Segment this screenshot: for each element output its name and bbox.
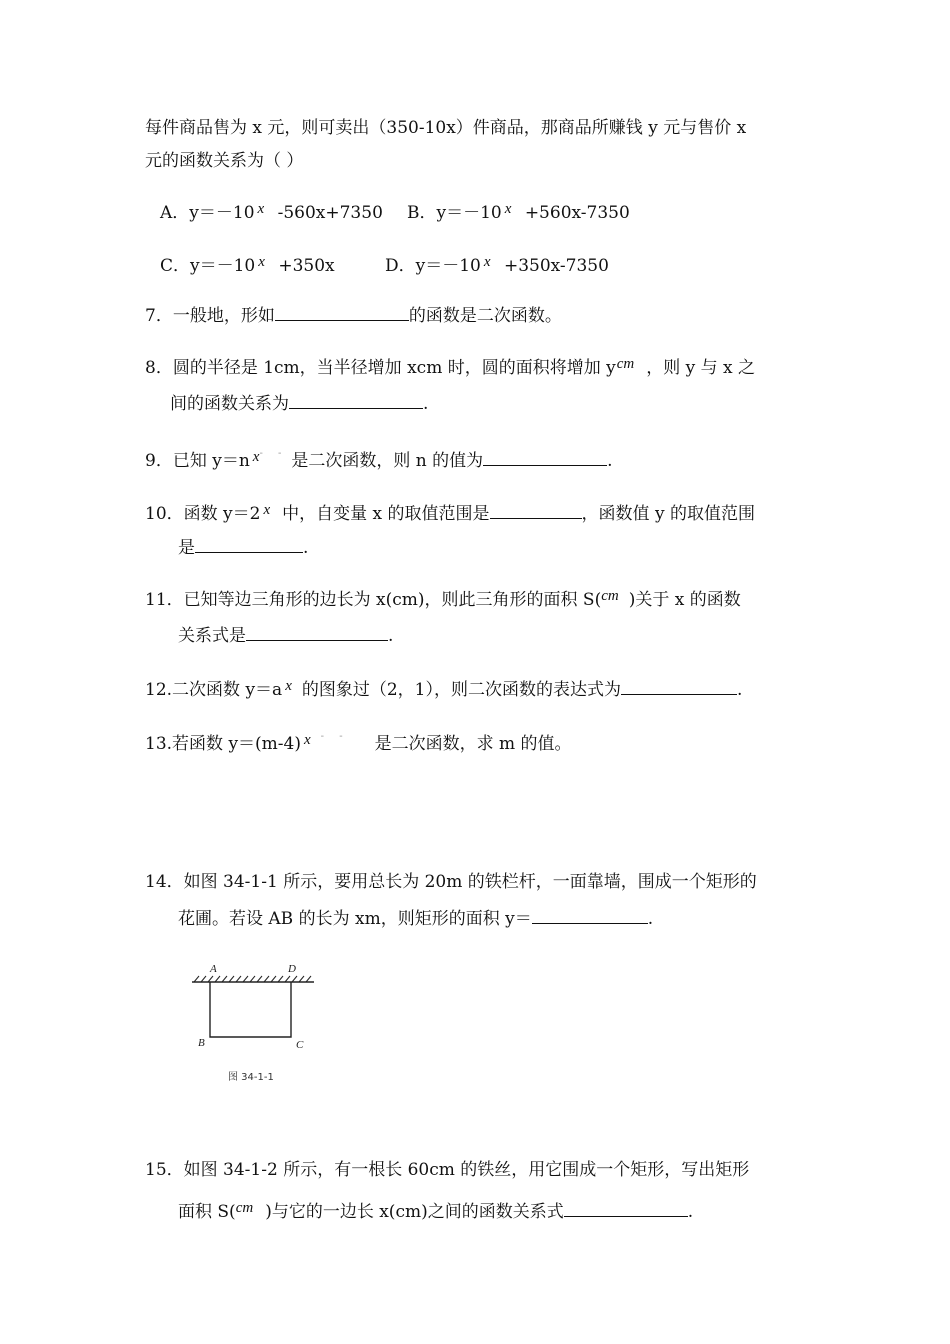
figure-34-1-1 [190,958,330,1088]
q10-line1 [145,500,755,527]
q6-option-a [160,201,383,226]
q8-period: . [423,394,429,414]
figure-34-1-1-diagram [190,958,330,1088]
figure-label-c: C [296,1039,304,1051]
q7 [145,302,562,328]
q6-option-a-suffix: -560x+7350 [277,203,383,223]
q10-period: . [303,538,309,558]
q6-option-d-var: x [483,254,491,270]
q15-answer-blank[interactable] [564,1198,688,1217]
q6-option-a-prefix: A．y＝－10 [160,203,255,223]
q13-text-after: 是二次函数，求 m 的值。 [374,734,572,754]
q12 [145,676,742,703]
q10-line2 [178,534,308,560]
q12-answer-blank[interactable] [621,676,737,695]
q8-text-before: 8．圆的半径是 1cm，当半径增加 xcm 时，圆的面积将增加 y [145,358,616,378]
figure-caption: 图 34-1-1 [228,1072,274,1083]
q6-option-b-suffix: +560x-7350 [524,203,630,223]
q10-domain-blank[interactable] [490,500,582,519]
figure-label-b: B [198,1037,205,1049]
q7-text-before: 7．一般地，形如 [145,306,275,326]
q9 [145,447,613,476]
q15-text-before: 面积 S( [178,1202,236,1222]
q15-period: . [687,1202,694,1222]
q12-text-before: 12.二次函数 y＝a [145,680,283,700]
q10-text-before: 10．函数 y＝2 [145,504,261,524]
q14-line2-text: 花圃。若设 AB 的长为 xm，则矩形的面积 y＝ [178,909,532,929]
figure-rectangle [210,982,291,1037]
q12-var: x [285,678,292,694]
q10-text-after: ，函数值 y 的取值范围 [581,504,755,524]
q8-line2 [170,390,428,416]
q6-option-c-suffix: +350x [278,256,335,276]
q6-option-d-suffix: +350x-7350 [503,256,609,276]
q11-answer-blank[interactable] [246,622,388,641]
q8-line2-text: 间的函数关系为 [170,394,289,414]
q14-line2 [178,905,653,931]
q14-answer-blank[interactable] [532,905,648,924]
figure-wall-hatching [194,976,311,982]
q6-line1: 每件商品售为 x 元，则可卖出（350-10x）件商品，那商品所赚钱 y 元与售价 x [145,118,747,138]
q11-text-after: )关于 x 的函数 [628,590,741,610]
q8-line1 [145,356,755,381]
q11-line2-text: 关系式是 [178,626,246,646]
q14-period: . [647,909,654,929]
q6-option-b-var: x [504,201,512,217]
q12-period: . [737,680,743,700]
q13-var: x [304,732,311,748]
q6-line2: 元的函数关系为（ ） [145,151,304,171]
q15-line2 [178,1198,693,1225]
figure-label-a: A [210,963,217,975]
q6-option-c-prefix: C．y＝－10 [160,256,256,276]
q6-option-d [385,254,609,279]
figure-label-d: D [288,963,296,975]
q9-answer-blank[interactable] [483,447,607,466]
q10-line2-text: 是 [178,538,195,558]
q6-option-c [160,254,335,279]
q6-option-b [407,201,630,226]
q7-text-after: 的函数是二次函数。 [408,306,562,326]
q8-unit: cm [616,356,635,372]
q6-option-c-var: x [258,254,265,270]
q11-unit: cm [601,588,619,604]
q8-answer-blank[interactable] [289,390,423,409]
q9-period: . [607,451,613,471]
q11-line2 [178,622,393,648]
q13 [145,732,572,759]
q13-faint-exponent: ‐ ‐ [320,731,349,742]
q9-text-before: 9．已知 y＝n [145,451,250,471]
q9-var: x [252,449,260,465]
q15-unit: cm [235,1200,254,1216]
q8-text-after: ，则 y 与 x 之 [646,358,756,378]
q10-range-blank[interactable] [195,534,303,553]
q10-text-middle: 中，自变量 x 的取值范围是 [282,504,490,524]
q11-line1 [145,588,741,613]
q12-text-middle: 的图象过（2，1），则二次函数的表达式为 [301,680,621,700]
q9-faint-exponent: ‐ ‐ [259,448,288,459]
q15-line1: 15．如图 34-1-2 所示，有一根长 60cm 的铁丝，用它围成一个矩形，写出矩形 [145,1160,750,1180]
q6-option-a-var: x [257,201,265,217]
q10-var: x [263,502,271,518]
q13-text-before: 13.若函数 y＝(m-4) [145,734,301,754]
q9-text-middle: 是二次函数，则 n 的值为 [291,451,484,471]
q14-line1: 14．如图 34-1-1 所示，要用总长为 20m 的铁栏杆，一面靠墙，围成一个矩形的 [145,872,757,892]
q6-option-b-prefix: B．y＝－10 [407,203,502,223]
q7-answer-blank[interactable] [275,302,409,321]
q11-period: . [388,626,394,646]
q6-option-d-prefix: D．y＝－10 [385,256,481,276]
q15-text-middle: )与它的一边长 x(cm)之间的函数关系式 [265,1202,564,1222]
q11-text-before: 11．已知等边三角形的边长为 x(cm)，则此三角形的面积 S( [145,590,602,610]
